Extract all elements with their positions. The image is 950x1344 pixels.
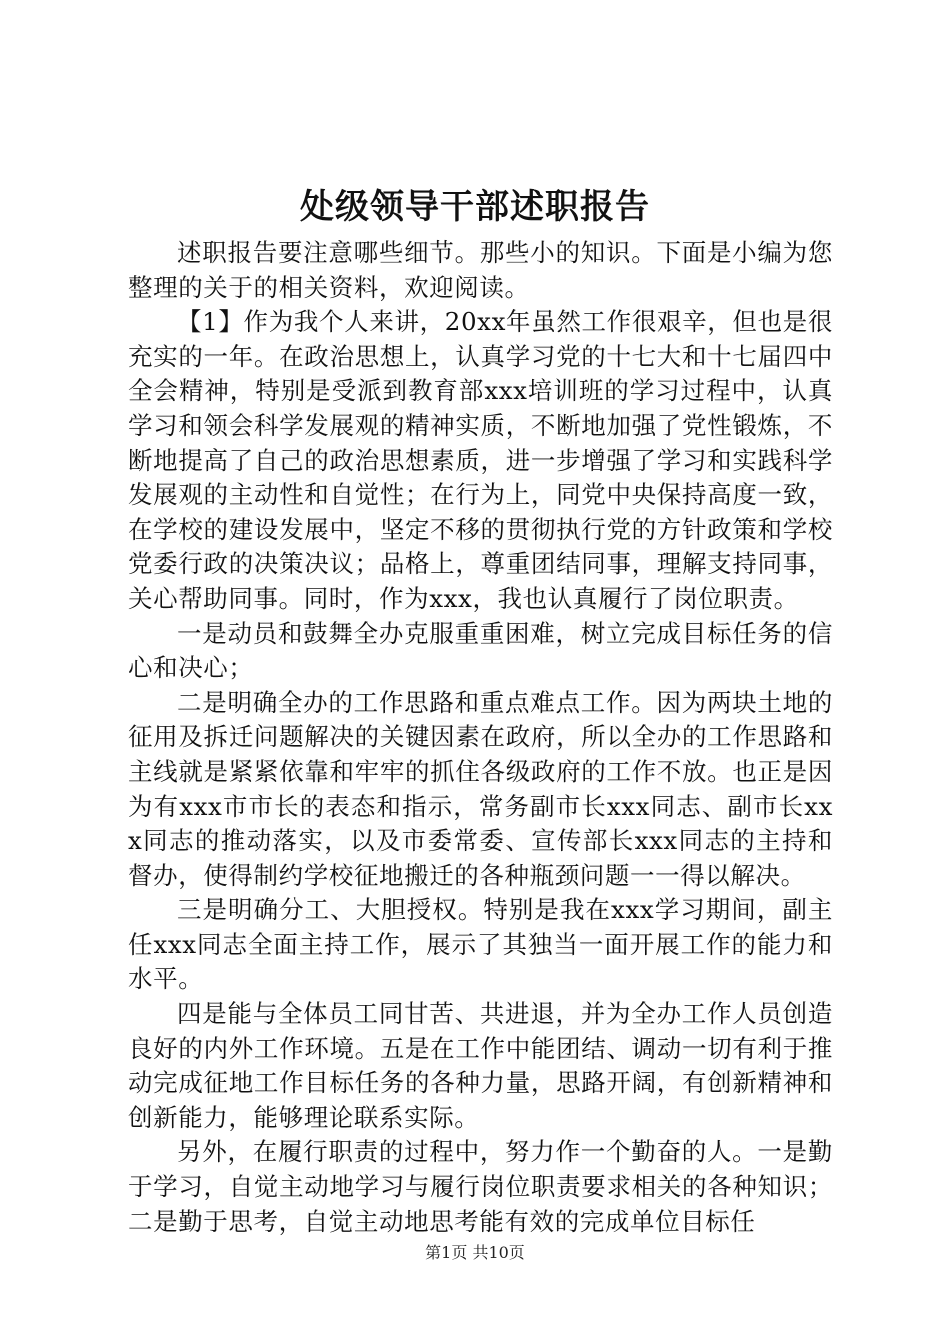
document-body (128, 236, 833, 1239)
paragraph-5: 四是能与全体员工同甘苦、共进退，并为全办工作人员创造良好的内外工作环境。五是在工作中能团结、调动一切有利于推动完成征地工作目标任务的各种力量，思路开阔，有创新精神和创新能力，能够理论联系实际。 (128, 999, 833, 1132)
paragraph-3: 二是明确全办的工作思路和重点难点工作。因为两块土地的征用及拆迁问题解决的关键因素在政府，所以全办的工作思路和主线就是紧紧依靠和牢牢的抓住各级政府的工作不放。也正是因为有xxx市市长的表态和指示，常务副市长xxx同志、副市长xxx同志的推动落实，以及市委常委、宣传部长xxx同志的主持和督办，使得制约学校征地搬迁的各种瓶颈问题一一得以解决。 (128, 687, 833, 890)
document-title: 处级领导干部述职报告 (300, 187, 650, 227)
paragraph-4: 三是明确分工、大胆授权。特别是我在xxx学习期间，副主任xxx同志全面主持工作，展示了其独当一面开展工作的能力和水平。 (128, 895, 833, 994)
paragraph-intro: 述职报告要注意哪些细节。那些小的知识。下面是小编为您整理的关于的相关资料，欢迎阅读。 (128, 238, 833, 302)
paragraph-1: 【1】作为我个人来讲，20xx年虽然工作很艰辛，但也是很充实的一年。在政治思想上，认真学习党的十七大和十七届四中全会精神，特别是受派到教育部xxx培训班的学习过程中，认真学习和领会科学发展观的精神实质，不断地加强了党性锻炼，不断地提高了自己的政治思想素质，进一步增强了学习和实践科学发展观的主动性和自觉性；在行为上，同党中央保持高度一致，在学校的建设发展中，坚定不移的贯彻执行党的方针政策和学校党委行政的决策决议；品格上，尊重团结同事，理解支持同事，关心帮助同事。同时，作为xxx，我也认真履行了岗位职责。 (128, 307, 833, 613)
paragraph-6: 另外，在履行职责的过程中，努力作一个勤奋的人。一是勤于学习，自觉主动地学习与履行岗位职责要求相关的各种知识；二是勤于思考，自觉主动地思考能有效的完成单位目标任 (128, 1137, 833, 1236)
page-footer: 第1页 共10页 (425, 1243, 525, 1262)
paragraph-2: 一是动员和鼓舞全办克服重重困难，树立完成目标任务的信心和决心； (128, 618, 833, 683)
